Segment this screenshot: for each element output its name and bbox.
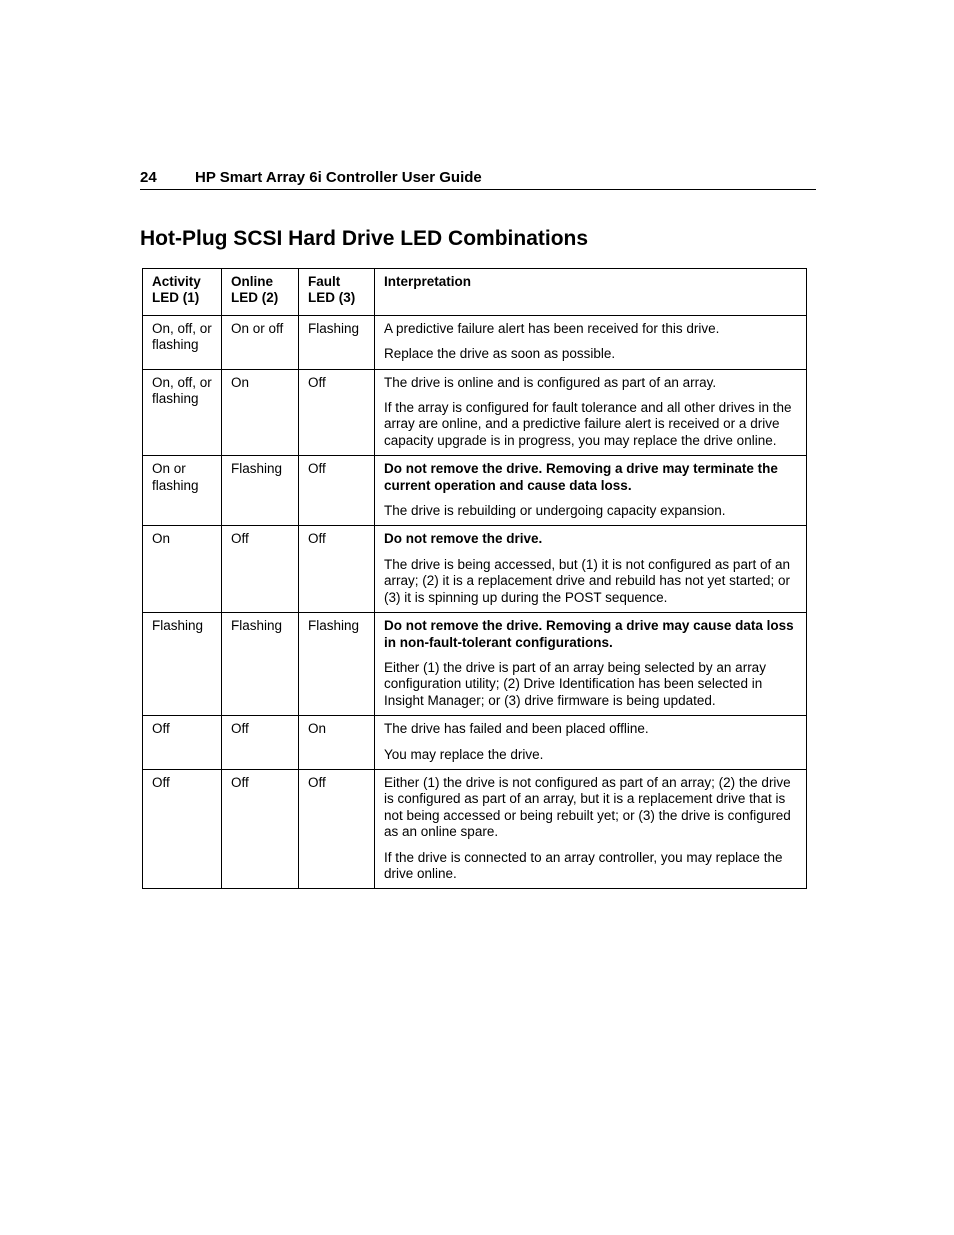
interpretation-cell xyxy=(375,369,807,456)
interpretation-text: If the drive is connected to an array controller, you may replace the drive online. xyxy=(384,849,783,881)
activity-led-cell: On, off, or flashing xyxy=(143,315,222,369)
fault-led-cell: Flashing xyxy=(299,315,375,369)
online-led-cell: On or off xyxy=(222,315,299,369)
fault-led-cell: Off xyxy=(299,456,375,526)
running-header xyxy=(140,168,816,190)
column-header-interpretation: Interpretation xyxy=(375,269,807,316)
table-row xyxy=(143,613,807,716)
fault-led-cell: Flashing xyxy=(299,613,375,716)
online-led-cell: Flashing xyxy=(222,613,299,716)
interpretation-text: The drive has failed and been placed offline. xyxy=(384,721,649,737)
column-header-fault-led: Fault LED (3) xyxy=(299,269,375,316)
online-led-cell: Off xyxy=(222,526,299,613)
fault-led-cell: Off xyxy=(299,526,375,613)
interpretation-cell xyxy=(375,315,807,369)
column-header-online-led: Online LED (2) xyxy=(222,269,299,316)
interpretation-cell xyxy=(375,526,807,613)
online-led-cell: On xyxy=(222,369,299,456)
table-row xyxy=(143,716,807,770)
table-body xyxy=(143,315,807,889)
table-row xyxy=(143,769,807,888)
interpretation-cell xyxy=(375,716,807,770)
section-title: Hot-Plug SCSI Hard Drive LED Combinations xyxy=(140,227,589,250)
document-title: HP Smart Array 6i Controller User Guide xyxy=(195,169,482,186)
interpretation-text: You may replace the drive. xyxy=(384,746,544,762)
interpretation-text: The drive is being accessed, but (1) it is not configured as part of an array; (2) it is a replacement drive and rebuild has not yet started; or (3) it is spinning up during the POST sequence. xyxy=(384,556,790,605)
activity-led-cell: On, off, or flashing xyxy=(143,369,222,456)
activity-led-cell: Off xyxy=(143,769,222,888)
activity-led-cell: On or flashing xyxy=(143,456,222,526)
interpretation-text: Replace the drive as soon as possible. xyxy=(384,346,616,362)
interpretation-cell xyxy=(375,613,807,716)
interpretation-text: A predictive failure alert has been received for this drive. xyxy=(384,320,720,336)
led-combinations-table xyxy=(142,268,807,889)
interpretation-cell xyxy=(375,456,807,526)
table-row xyxy=(143,315,807,369)
interpretation-text: If the array is configured for fault tolerance and all other drives in the array are online, and a predictive failure alert is received or a drive capacity upgrade is in progress, you may replace the drive online. xyxy=(384,400,792,448)
interpretation-text: The drive is rebuilding or undergoing capacity expansion. xyxy=(384,503,726,519)
activity-led-cell: On xyxy=(143,526,222,613)
activity-led-cell: Flashing xyxy=(143,613,222,716)
warning-text: Do not remove the drive. Removing a drive may cause data loss in non-fault-tolerant configurations. xyxy=(384,618,794,650)
table-header-row xyxy=(143,269,807,316)
online-led-cell: Off xyxy=(222,769,299,888)
column-header-activity-led: Activity LED (1) xyxy=(143,269,222,316)
interpretation-text: Either (1) the drive is part of an array being selected by an array configuration utility; (2) Drive Identification has been selected in Insight Manager; or (3) drive firmware is being updated. xyxy=(384,659,766,708)
fault-led-cell: Off xyxy=(299,369,375,456)
page-number: 24 xyxy=(140,169,157,186)
interpretation-text: The drive is online and is configured as part of an array. xyxy=(384,374,717,390)
table-row xyxy=(143,456,807,526)
fault-led-cell: On xyxy=(299,716,375,770)
online-led-cell: Off xyxy=(222,716,299,770)
warning-text: Do not remove the drive. xyxy=(384,531,543,547)
table-row xyxy=(143,526,807,613)
interpretation-text: Either (1) the drive is not configured as part of an array; (2) the drive is configured as part of an array, but it is a replacement drive that is not being accessed or being rebuilt yet; or (3) the drive is configured as an online spare. xyxy=(384,774,791,840)
table-row xyxy=(143,369,807,456)
interpretation-cell xyxy=(375,769,807,888)
activity-led-cell: Off xyxy=(143,716,222,770)
warning-text: Do not remove the drive. Removing a drive may terminate the current operation and cause data loss. xyxy=(384,461,778,493)
fault-led-cell: Off xyxy=(299,769,375,888)
online-led-cell: Flashing xyxy=(222,456,299,526)
